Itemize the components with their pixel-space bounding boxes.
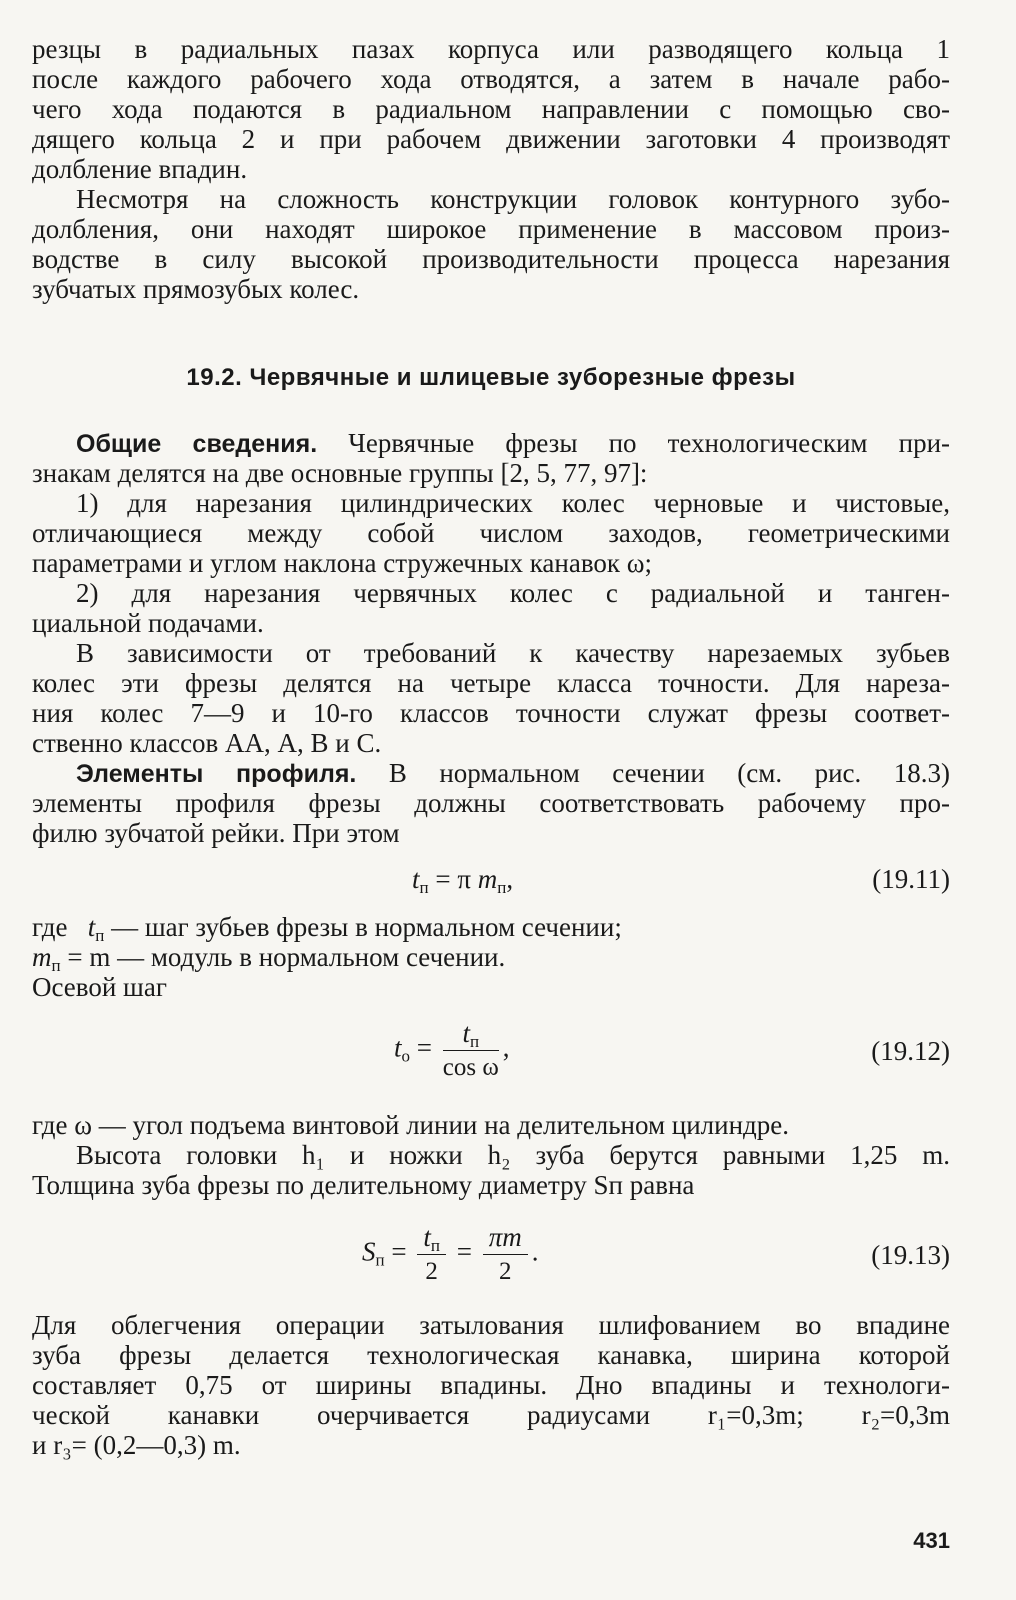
equation-body: $S_п$ = $\frac{t_п}{2}$ = $\frac{\pi m}{2}$ . — [362, 1220, 538, 1289]
numerator — [417, 1220, 446, 1255]
symbol: t — [87, 912, 96, 942]
text-line: параметрами и углом наклона стружечных канавок ω; — [32, 548, 653, 578]
punctuation: , — [502, 1032, 510, 1063]
text-line: зуба фрезы делается технологическая канавка, ширина которой — [32, 1340, 950, 1370]
paragraph-general — [32, 428, 950, 488]
symbol: t — [462, 1018, 470, 1048]
equation-19-12 — [32, 1002, 950, 1102]
text-line: зубчатых прямозубых колес. — [32, 274, 360, 304]
symbol: S — [362, 1236, 376, 1267]
symbol: πm — [488, 1222, 522, 1252]
text-line: Для облегчения операции затылования шлифованием во впадине — [32, 1310, 950, 1340]
paragraph-grinding — [32, 1310, 950, 1460]
text-line: ческой канавки очерчивается радиусами r₁=0,3m; r₂=0,3m — [32, 1400, 950, 1430]
text-line: Осевой шаг — [32, 972, 167, 1002]
symbol: m — [477, 864, 498, 894]
fraction — [443, 1016, 499, 1085]
list-item-1 — [32, 488, 950, 578]
subscript: п — [430, 1236, 440, 1255]
subscript: п — [51, 956, 61, 975]
subscript: п — [469, 1032, 480, 1051]
text-span: В нормальном сечении (см. рис. 18.3) — [388, 758, 950, 788]
text-span: где — [32, 912, 68, 942]
numerator — [443, 1016, 499, 1051]
text-line: ственно классов АА, А, В и С. — [32, 728, 382, 758]
paragraph-classes — [32, 638, 950, 758]
text-line: колес эти фрезы делятся на четыре класса точности. Для нареза- — [32, 668, 950, 698]
text-line: долбления, они находят широкое применение в массовом произ- — [32, 214, 950, 244]
text-line: филю зубчатой рейки. При этом — [32, 818, 400, 848]
subscript: о — [401, 1046, 411, 1066]
runin-heading: Общие сведения. — [76, 430, 318, 458]
equation-number: (19.13) — [871, 1240, 950, 1270]
paragraph-cutters — [32, 34, 950, 184]
symbol: t — [394, 1032, 402, 1063]
symbol: m — [32, 942, 52, 972]
fraction — [483, 1220, 528, 1289]
punctuation: . — [531, 1236, 539, 1267]
equation-19-11 — [32, 848, 950, 912]
symbol: t — [412, 864, 420, 894]
subscript: п — [497, 878, 507, 897]
equation-number: (19.11) — [872, 864, 950, 894]
equation-number: (19.12) — [871, 1036, 950, 1066]
text-line: элементы профиля фрезы должны соответствовать рабочему про- — [32, 788, 950, 818]
runin-heading: Элементы профиля. — [76, 760, 357, 788]
text-line: дящего кольца 2 и при рабочем движении заготовки 4 производят — [32, 124, 950, 154]
text-line: циальной подачами. — [32, 608, 264, 638]
text-line: 2) для нарезания червячных колес с радиальной и танген- — [76, 578, 950, 608]
page-body — [32, 34, 950, 1460]
where-block-1 — [32, 912, 950, 1002]
fraction — [417, 1220, 446, 1289]
text-line: составляет 0,75 от ширины впадины. Дно впадины и технологи- — [32, 1370, 950, 1400]
text-line — [32, 942, 950, 975]
symbol: t — [423, 1222, 431, 1252]
text-line: резцы в радиальных пазах корпуса или разводящего кольца 1 — [32, 34, 950, 64]
text-line — [32, 758, 950, 788]
denominator: 2 — [425, 1258, 438, 1285]
text-line: ния колес 7—9 и 10-го классов точности служат фрезы соответ- — [32, 698, 950, 728]
text-line: водстве в силу высокой производительности процесса нарезания — [32, 244, 950, 274]
text-line: чего хода подаются в радиальном направлении с помощью сво- — [32, 94, 950, 124]
equation-body: $t_о$ = $\frac{t_п}{\text{cos ω}}$ , — [394, 1016, 510, 1085]
equation-body: $t_п = \pi$ $m_п$, — [412, 864, 514, 897]
subscript: п — [375, 1250, 385, 1270]
subscript: п — [95, 926, 105, 945]
section-heading: 19.2. Червячные и шлицевые зуборезные фрезы — [186, 364, 796, 391]
text-line: знакам делятся на две основные группы [2, 5, 77, 97]: — [32, 458, 648, 488]
text-span: = m — модуль в нормальном сечении. — [60, 942, 506, 972]
equation-19-13 — [32, 1200, 950, 1310]
text-line — [32, 912, 950, 945]
text-line: 1) для нарезания цилиндрических колес черновые и чистовые, — [76, 488, 950, 518]
operator: = π — [428, 864, 478, 894]
text-line: Несмотря на сложность конструкции головок контурного зубо- — [76, 184, 950, 214]
text-line: после каждого рабочего хода отводятся, а затем в начале рабо- — [32, 64, 950, 94]
paragraph-height — [32, 1140, 950, 1200]
text-line: отличающиеся между собой числом заходов, геометрическими — [32, 518, 950, 548]
paragraph-despite — [32, 184, 950, 304]
text-line: В зависимости от требований к качеству нарезаемых зубьев — [76, 638, 950, 668]
text-line: Высота головки h₁ и ножки h₂ зуба берутся равными 1,25 m. — [76, 1140, 950, 1170]
numerator — [483, 1220, 528, 1255]
denominator: 2 — [498, 1258, 512, 1285]
page-number: 431 — [913, 1528, 950, 1553]
text-span: Червячные фрезы по технологическим при- — [348, 428, 951, 458]
text-line — [32, 428, 950, 458]
text-line: Толщина зуба фрезы по делительному диаметру Sп равна — [32, 1170, 695, 1200]
paragraph-profile — [32, 758, 950, 848]
denominator: cos ω — [442, 1054, 499, 1081]
text-line: и r₃= (0,2—0,3) m. — [32, 1430, 241, 1460]
text-span: — шаг зубьев фрезы в нормальном сечении; — [104, 912, 622, 942]
subscript: п — [419, 878, 429, 897]
text-line: долбление впадин. — [32, 154, 248, 184]
where-block-2: где ω — угол подъема винтовой линии на делительном цилиндре. — [32, 1110, 790, 1140]
list-item-2 — [32, 578, 950, 638]
